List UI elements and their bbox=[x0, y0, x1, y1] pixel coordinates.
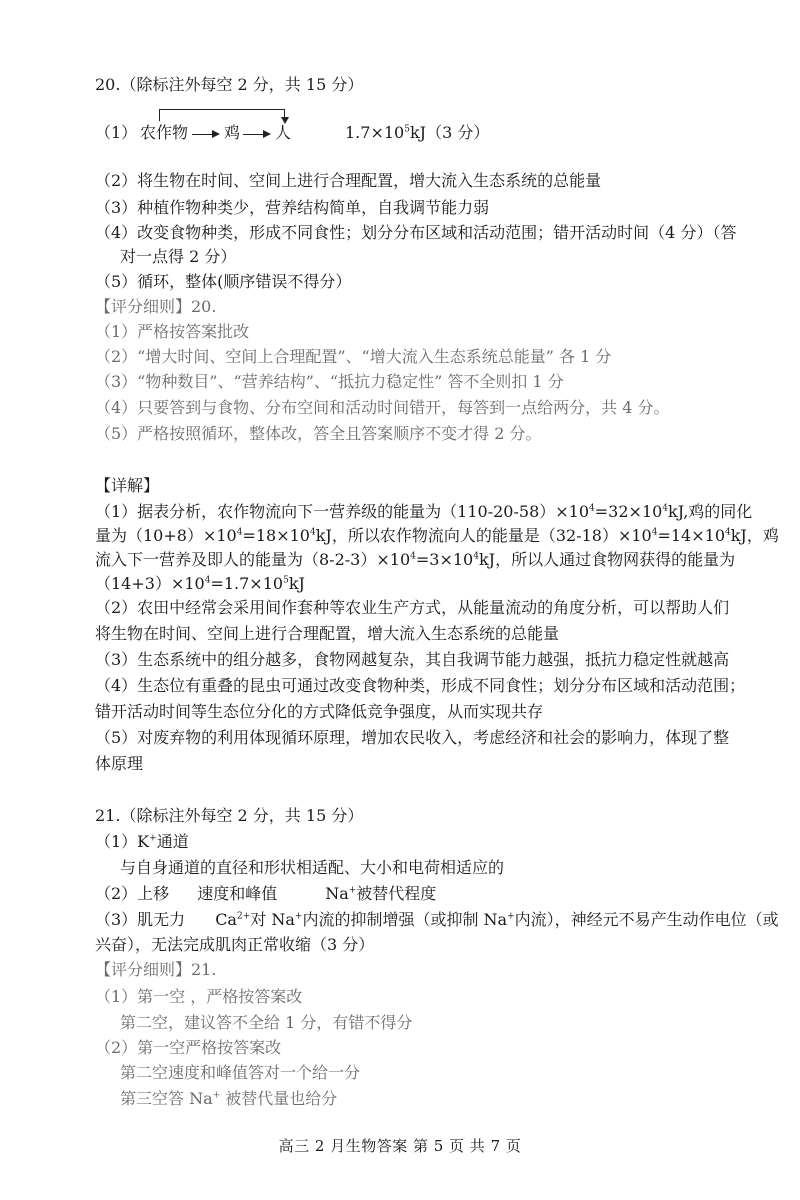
q20-answer-4-line-1: （4）改变食物种类，形成不同食性；划分分布区域和活动范围；错开活动时间（4 分）（答 bbox=[95, 223, 737, 242]
q21-answer-1-line-1: （1）K+通道 bbox=[95, 832, 189, 851]
q21-rubric-item: （2）第一空严格按答案改 bbox=[95, 1038, 282, 1057]
q20-rubric-item: （3）“物种数目”、“营养结构”、“抵抗力稳定性” 答不全则扣 1 分 bbox=[95, 372, 564, 391]
detail-title: 【详解】 bbox=[95, 476, 160, 495]
page-footer: 高三 2 月生物答案 第 5 页 共 7 页 bbox=[278, 1137, 522, 1155]
q20-answer-5: （5）循环，整体(顺序错误不得分） bbox=[95, 272, 352, 291]
q21-rubric-item: 第二空速度和峰值答对一个给一分 bbox=[120, 1063, 361, 1082]
q21-answer-3-line-2: 兴奋），无法完成肌肉正常收缩（3 分） bbox=[95, 935, 375, 954]
q20-rubric-item: （2）“增大时间、空间上合理配置”、“增大流入生态系统总能量” 各 1 分 bbox=[95, 347, 612, 366]
detail-p5-line-2: 体原理 bbox=[95, 754, 144, 773]
detail-p4-line-2: 错开活动时间等生态位分化的方式降低竞争强度，从而实现共存 bbox=[95, 702, 544, 721]
food-web-human: 人 bbox=[275, 123, 292, 142]
detail-p4-line-1: （4）生态位有重叠的昆虫可通过改变食物种类，形成不同食性；划分分布区域和活动范围； bbox=[95, 676, 746, 695]
q21-rubric-item: 第三空答 Na+ 被替代量也给分 bbox=[120, 1089, 338, 1108]
arrow-chicken-to-human bbox=[243, 134, 265, 135]
q20-answer-2: （2）将生物在时间、空间上进行合理配置，增大流入生态系统的总能量 bbox=[95, 171, 602, 190]
arrow-crop-to-human-up bbox=[159, 109, 160, 121]
q20-rubric-title: 【评分细则】20. bbox=[95, 297, 217, 316]
detail-p1-line-3: 流入下一营养及即人的能量为$(8-2-3)\times 10^4=3\times 10^4kJ$，所以人通过食物网获得的能量为 bbox=[95, 550, 736, 569]
q21-answer-1-line-2: 与自身通道的直径和形状相适配、大小和电荷相适应的 bbox=[120, 858, 505, 877]
q20-answer-1-label: （1） bbox=[95, 123, 138, 142]
arrow-crop-to-human-top bbox=[159, 109, 285, 110]
detail-p1-line-1: （1）据表分析，农作物流向下一营养级的能量为$(110-20-58)\times 10^4=32\times 10^4kJ$,鸡的同化 bbox=[95, 502, 753, 521]
arrowhead-right-icon bbox=[212, 130, 220, 138]
q21-answer-3-line-1: （3）肌无力 $Ca^{2+}$对 Na+内流的抑制增强（或抑制 Na+内流），神经元不易产生动作电位（或 bbox=[95, 910, 779, 929]
food-web-chicken: 鸡 bbox=[224, 123, 241, 142]
detail-p3: （3）生态系统中的组分越多，食物网越复杂，其自我调节能力越强，抵抗力稳定性就越高 bbox=[95, 650, 730, 669]
arrowhead-right-icon bbox=[263, 130, 271, 138]
food-web-diagram bbox=[95, 106, 355, 152]
food-web-crop: 农作物 bbox=[140, 123, 189, 142]
q21-rubric-item: 第二空，建议答不全给 1 分，有错不得分 bbox=[120, 1013, 413, 1032]
q21-answer-2: （2）上移 速度和峰值 Na+被替代程度 bbox=[95, 884, 437, 903]
q21-rubric-item: （1）第一空 ，严格按答案改 bbox=[95, 987, 303, 1006]
q20-rubric-item: （4）只要答到与食物、分布空间和活动时间错开，每答到一点给两分，共 4 分。 bbox=[95, 398, 670, 417]
detail-p1-line-2: 量为$(10+8)\times 10^4=18\times 10^4kJ$，所以农作物流向人的能量是$(32-18)\times 10^4=14\times 10^4kJ$，鸡 bbox=[95, 526, 779, 545]
q20-rubric-item: （5）严格按照循环，整体改，答全且答案顺序不变才得 2 分。 bbox=[95, 424, 542, 443]
q21-rubric-title: 【评分细则】21. bbox=[95, 960, 217, 979]
q20-answer-4-line-2: 对一点得 2 分） bbox=[120, 247, 237, 266]
arrow-crop-to-chicken bbox=[192, 134, 214, 135]
q20-header: 20.（除标注外每空 2 分，共 15 分） bbox=[95, 75, 364, 94]
q20-answer-1-energy: $1.7\times 10^5kJ(3$ 分） bbox=[345, 123, 490, 142]
detail-p1-line-4: $(14+3)\times 10^4=1.7\times 10^5kJ$ bbox=[95, 574, 305, 593]
q21-header: 21.（除标注外每空 2 分，共 15 分） bbox=[95, 806, 364, 825]
detail-p5-line-1: （5）对废弃物的利用体现循环原理，增加农民收入，考虑经济和社会的影响力，体现了整 bbox=[95, 728, 730, 747]
q20-answer-3: （3）种植作物种类少，营养结构简单，自我调节能力弱 bbox=[95, 198, 490, 217]
detail-p2-line-1: （2）农田中经常会采用间作套种等农业生产方式，从能量流动的角度分析，可以帮助人们 bbox=[95, 598, 730, 617]
detail-p2-line-2: 将生物在时间、空间上进行合理配置，增大流入生态系统的总能量 bbox=[95, 624, 560, 643]
arrowhead-down-icon bbox=[281, 117, 289, 124]
q20-rubric-item: （1）严格按答案批改 bbox=[95, 322, 250, 341]
